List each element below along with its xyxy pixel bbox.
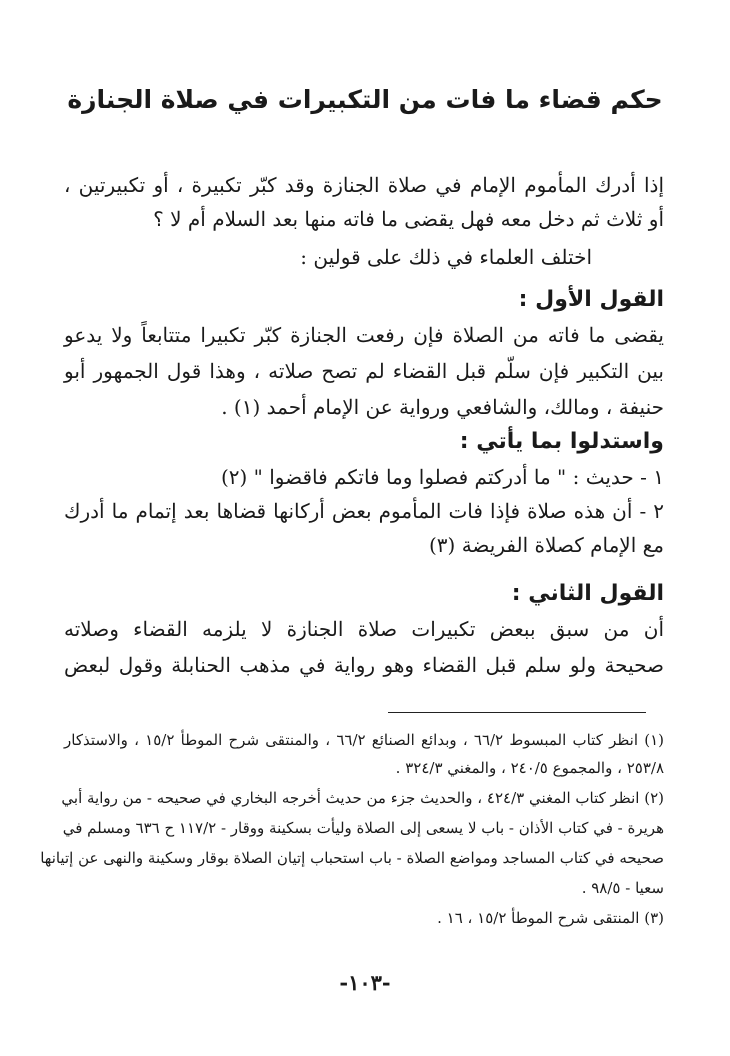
second-opinion-line-2: صحيحة ولو سلم قبل القضاء وهو رواية في مذهب الحنابلة وقول لبعض bbox=[64, 653, 664, 677]
evidence-line-3: مع الإمام كصلاة الفريضة (٣) bbox=[428, 533, 664, 557]
evidence-heading: واستدلوا بما يأتي : bbox=[459, 429, 664, 454]
evidence-line-1: ١ - حديث : " ما أدركتم فصلوا وما فاتكم فاقضوا " (٢) bbox=[220, 465, 664, 489]
first-opinion-heading: القول الأول : bbox=[518, 287, 664, 312]
first-opinion-line-3: حنيفة ، ومالك، والشافعي ورواية عن الإمام أحمد (١) . bbox=[221, 395, 664, 419]
second-opinion-heading: القول الثاني : bbox=[511, 581, 664, 606]
footnote-2-line-3: صحيحه في كتاب المساجد ومواضع الصلاة - باب استحباب إتيان الصلاة بوقار وسكينة والنهى عن إتيانها bbox=[40, 849, 664, 867]
evidence-line-2: ٢ - أن هذه صلاة فإذا فات المأموم بعض أركانها قضاها بعد إتمام ما أدرك bbox=[64, 499, 664, 523]
first-opinion-line-1: يقضى ما فاته من الصلاة فإن رفعت الجنازة كبّر تكبيرا متتابعاً ولا يدعو bbox=[64, 323, 664, 347]
intro-line-3: اختلف العلماء في ذلك على قولين : bbox=[300, 245, 592, 269]
intro-line-2: أو ثلاث ثم دخل معه فهل يقضى ما فاته منها بعد السلام أم لا ؟ bbox=[153, 207, 664, 231]
footnote-2-line-2: هريرة - في كتاب الأذان - باب لا يسعى إلى الصلاة وليأت بسكينة ووقار - ١١٧/٢ ح ٦٣٦ ومسلم في bbox=[62, 819, 664, 837]
page-title: حكم قضاء ما فات من التكبيرات في صلاة الجنازة bbox=[67, 85, 663, 114]
footnote-2-line-4: سعيا - ٩٨/٥ . bbox=[581, 879, 664, 897]
footnote-separator bbox=[388, 712, 646, 713]
footnote-1-line-2: ٢٥٣/٨ ، والمجموع ٢٤٠/٥ ، والمغني ٣٢٤/٣ . bbox=[395, 759, 664, 777]
first-opinion-line-2: بين التكبير فإن سلّم قبل القضاء لم تصح صلاته ، وهذا قول الجمهور أبو bbox=[64, 359, 664, 383]
footnote-2-line-1: (٢) انظر كتاب المغني ٤٢٤/٣ ، والحديث جزء من حديث أخرجه البخاري في صحيحه - من رواية أبي bbox=[61, 789, 664, 807]
page-number: -١٠٣- bbox=[339, 970, 391, 995]
intro-line-1: إذا أدرك المأموم الإمام في صلاة الجنازة وقد كبّر تكبيرة ، أو تكبيرتين ، bbox=[64, 173, 664, 197]
footnote-3: (٣) المنتقى شرح الموطأ ١٥/٢ ، ١٦ . bbox=[437, 909, 664, 927]
footnote-1-line-1: (١) انظر كتاب المبسوط ٦٦/٢ ، وبدائع الصنائع ٦٦/٢ ، والمنتقى شرح الموطأ ١٥/٢ ، والاستذكار bbox=[64, 731, 664, 749]
second-opinion-line-1: أن من سبق ببعض تكبيرات صلاة الجنازة لا يلزمه القضاء وصلاته bbox=[64, 617, 664, 641]
